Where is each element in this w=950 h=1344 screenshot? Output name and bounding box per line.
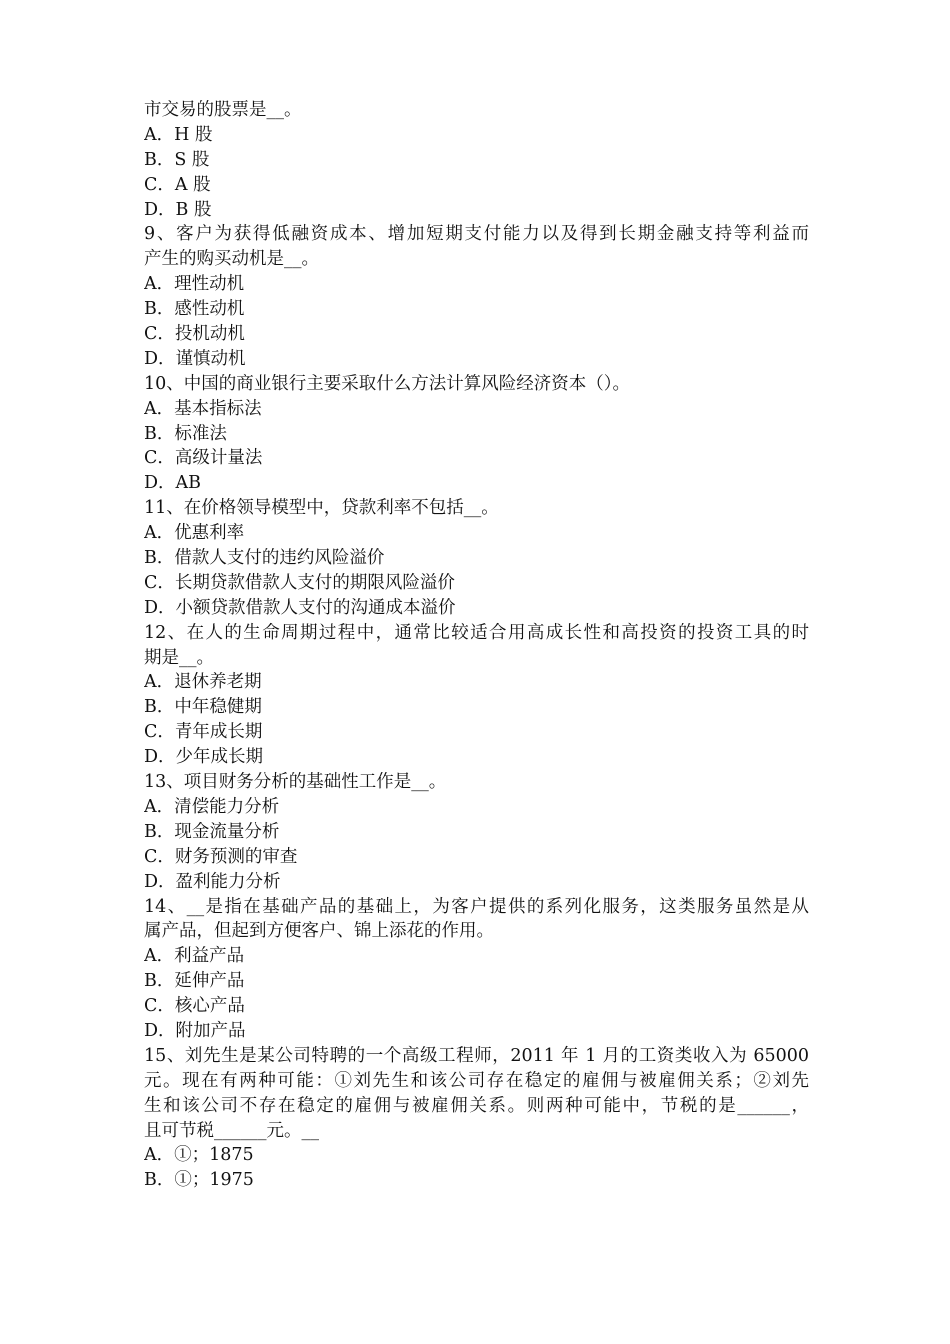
document-page [144, 98, 809, 1193]
option-b: B．借款人支付的违约风险溢价 [144, 548, 385, 569]
question-text: 生和该公司不存在稳定的雇佣与被雇佣关系。则两种可能中，节税的是______， [144, 1095, 809, 1116]
question-text: 产生的购买动机是__。 [144, 249, 319, 270]
option-b: B．S 股 [144, 149, 210, 170]
option-d: D．小额贷款借款人支付的沟通成本溢价 [144, 597, 456, 618]
question-11 [144, 496, 809, 620]
option-b: B．标准法 [144, 423, 227, 444]
question-text: 9、客户为获得低融资成本、增加短期支付能力以及得到长期金融支持等利益而 [144, 224, 809, 245]
option-b: B．中年稳健期 [144, 697, 262, 718]
question-text: 15、刘先生是某公司特聘的一个高级工程师，2011 年 1 月的工资类收入为 65000 [144, 1045, 809, 1066]
question-14 [144, 895, 809, 1044]
question-text: 14、__是指在基础产品的基础上，为客户提供的系列化服务，这类服务虽然是从 [144, 896, 809, 917]
option-a: A．退休养老期 [144, 672, 262, 693]
option-b: B．①；1975 [144, 1170, 254, 1191]
question-text: 期是__。 [144, 647, 214, 668]
option-a: A．优惠利率 [144, 523, 245, 544]
option-a: A．理性动机 [144, 274, 245, 295]
option-a: A．利益产品 [144, 946, 245, 967]
option-b: B．延伸产品 [144, 971, 245, 992]
option-a: A．H 股 [144, 124, 213, 145]
question-text: 属产品，但起到方便客户、锦上添花的作用。 [144, 921, 494, 942]
option-c: C．核心产品 [144, 996, 245, 1017]
option-d: D．附加产品 [144, 1020, 246, 1041]
option-b: B．感性动机 [144, 299, 245, 320]
option-d: D．盈利能力分析 [144, 871, 281, 892]
option-c: C．青年成长期 [144, 722, 263, 743]
question-text: 12、在人的生命周期过程中，通常比较适合用高成长性和高投资的投资工具的时 [144, 622, 809, 643]
question-13 [144, 770, 809, 894]
question-text: 元。现在有两种可能：①刘先生和该公司存在稳定的雇佣与被雇佣关系；②刘先 [144, 1070, 809, 1091]
question-9 [144, 222, 809, 371]
option-d: D．少年成长期 [144, 747, 264, 768]
question-8-tail [144, 98, 809, 222]
option-c: C．投机动机 [144, 324, 245, 345]
question-12 [144, 621, 809, 770]
option-d: D．AB [144, 473, 202, 494]
question-text: 10、中国的商业银行主要采取什么方法计算风险经济资本（）。 [144, 373, 631, 394]
option-c: C．高级计量法 [144, 448, 263, 469]
option-c: C．财务预测的审查 [144, 846, 298, 867]
question-15 [144, 1044, 809, 1193]
option-a: A．基本指标法 [144, 398, 262, 419]
option-a: A．①；1875 [144, 1145, 254, 1166]
option-d: D．B 股 [144, 199, 212, 220]
option-c: C．长期贷款借款人支付的期限风险溢价 [144, 572, 455, 593]
option-a: A．清偿能力分析 [144, 796, 280, 817]
option-c: C．A 股 [144, 174, 211, 195]
option-d: D．谨慎动机 [144, 348, 246, 369]
question-10 [144, 372, 809, 496]
question-text: 市交易的股票是__。 [144, 100, 302, 120]
question-text: 11、在价格领导模型中，贷款利率不包括__。 [144, 498, 499, 519]
question-text: 且可节税______元。__ [144, 1120, 319, 1141]
option-b: B．现金流量分析 [144, 821, 280, 842]
question-text: 13、项目财务分析的基础性工作是__。 [144, 772, 447, 793]
